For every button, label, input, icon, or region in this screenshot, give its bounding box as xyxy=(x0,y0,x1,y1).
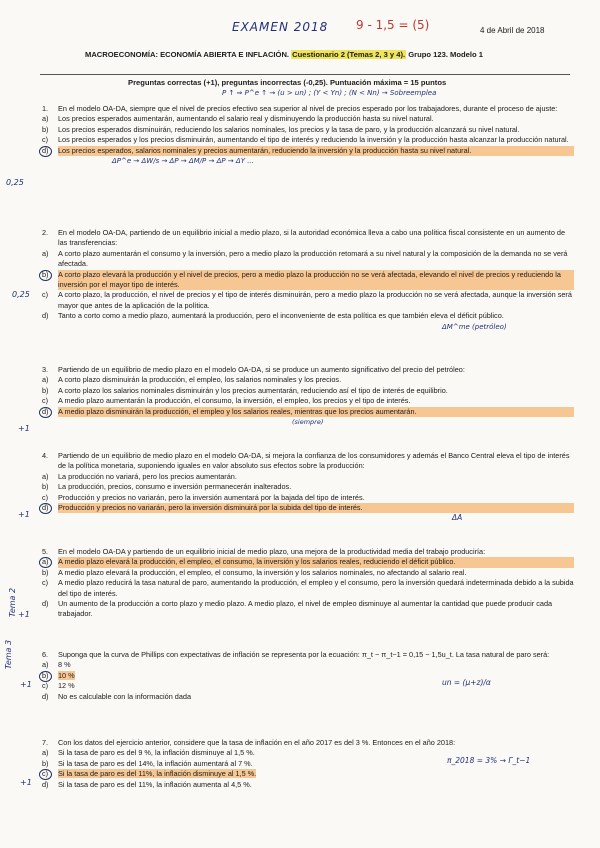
margin-mark-q1: 0,25 xyxy=(6,178,24,187)
question-text: Partiendo de un equilibrio de medio plazo en el modelo OA-DA, si se produce un aumento significativo del precio del petróleo: xyxy=(58,365,465,374)
question-7 xyxy=(42,738,574,790)
question-7-note: π_2018 = 3% → Γ_t−1 xyxy=(447,756,531,765)
option-5b[interactable]: b) A medio plazo elevará la producción, el empleo, el consumo, la inversión y los salarios nominales, no afectando al salario real. xyxy=(42,567,467,577)
question-number: 1. xyxy=(42,104,49,113)
question-6 xyxy=(42,650,574,702)
question-3-note: (siempre) xyxy=(292,418,324,427)
option-7a[interactable]: a) Si la tasa de paro es del 9 %, la inflación disminuye al 1,5 %. xyxy=(42,748,255,758)
question-4-note: ΔA xyxy=(452,513,463,523)
question-text: Partiendo de un equilibrio de medio plazo en el modelo OA-DA, si mejora la confianza de los consumidores y además el Banco Central eleva el tipo de interés de la política monetaria, suponiendo iguales en valor absoluto sus efectos sobre la producción: xyxy=(58,451,570,471)
margin-mark-q4: +1 xyxy=(18,510,30,519)
question-text: Suponga que la curva de Phillips con expectativas de inflación se representa por la ecuación: π_t − π_t−1 = 0,15 − 1,5u_t. La tasa natural de paro será: xyxy=(58,650,550,659)
option-4d[interactable]: d) Producción y precios no variarán, pero la inversión disminuirá por la subida del tipo de interés. xyxy=(42,503,574,513)
option-3a[interactable]: a) A corto plazo disminuirán la producción, el empleo, los salarios nominales y los precios. xyxy=(42,375,342,385)
answer-circle xyxy=(39,671,52,682)
question-4 xyxy=(42,451,574,524)
question-2-note: ΔM^me (petróleo) xyxy=(442,322,507,331)
option-1a[interactable]: a) Los precios esperados aumentarán, aumentando el salario real y disminuyendo la producción hasta su nivel natural. xyxy=(42,114,434,124)
course-title: MACROECONOMÍA: ECONOMÍA ABIERTA E INFLACIÓN. xyxy=(85,50,290,59)
question-number: 2. xyxy=(42,228,49,237)
top-handwritten-note: P ↑ ⇒ P^e ↑ → (u > un) ; (Y < Yn) ; (N < Nn) → Sobreemplea xyxy=(222,89,437,97)
option-2c[interactable]: c) A corto plazo, la producción, el nivel de precios y el tipo de interés disminuirán, pero a medio plazo la producción no se verá afectada, aunque la inversión será mayor que antes de la aplicación de la política. xyxy=(42,290,572,310)
header-divider xyxy=(40,74,570,75)
option-4c[interactable]: c) Producción y precios no variarán, pero la inversión aumentará por la bajada del tipo de interés. xyxy=(42,492,365,502)
question-number: 6. xyxy=(42,650,49,659)
answer-circle xyxy=(39,146,52,157)
option-6b[interactable]: b) 10 % xyxy=(42,671,574,681)
score-mark: 9 - 1,5 = (5) xyxy=(356,18,430,32)
question-number: 5. xyxy=(42,547,49,556)
group-label: Grupo 123. Modelo 1 xyxy=(408,50,483,59)
option-4a[interactable]: a) La producción no variará, pero los precios aumentarán. xyxy=(42,471,237,481)
option-4b[interactable]: b) La producción, precios, consumo e inversión permanecerán inalterados. xyxy=(42,482,292,492)
option-6d[interactable]: d) No es calculable con la información dada xyxy=(42,691,192,701)
option-2b[interactable]: b) A corto plazo elevará la producción y el nivel de precios, pero a medio plazo la producción no se verá afectada, elevando el nivel de precios y reduciendo la inversión por el mayor tipo de interés. xyxy=(42,270,574,291)
question-text: En el modelo OA-DA, siempre que el nivel de precios efectivo sea superior al nivel de precios esperado por los trabajadores, durante el proceso de ajuste: xyxy=(58,104,558,113)
margin-mark-q6: +1 xyxy=(20,680,32,689)
margin-mark-q2: 0,25 xyxy=(12,290,30,299)
option-7c[interactable]: c) Si la tasa de paro es del 11%, la inflación disminuye al 1,5 %. xyxy=(42,769,574,779)
option-2d[interactable]: d) Tanto a corto como a medio plazo, aumentará la producción, pero el inconveniente de esta política es que también eleva el déficit público. xyxy=(42,311,504,321)
scoring-rules: Preguntas correctas (+1), preguntas incorrectas (-0,25). Puntuación máxima = 15 puntos xyxy=(128,78,447,87)
question-text: Con los datos del ejercicio anterior, considere que la tasa de inflación en el año 2017 es del 3 %. Entonces en el año 2018: xyxy=(58,738,456,747)
option-5a[interactable]: a) A medio plazo elevará la producción, el empleo, el consumo, la inversión y los salarios reales, reduciendo el déficit público. xyxy=(42,557,574,567)
answer-circle xyxy=(39,503,52,514)
margin-tema-label: Tema 2 xyxy=(8,587,18,618)
option-3b[interactable]: b) A corto plazo los salarios nominales disminuirán y los precios aumentarán, reduciendo así el tipo de interés de equilibrio. xyxy=(42,385,448,395)
margin-mark-q7: +1 xyxy=(20,778,32,787)
exam-header xyxy=(85,50,555,59)
question-number: 7. xyxy=(42,738,49,747)
margin-mark-q3: +1 xyxy=(18,424,30,433)
question-6-note: un = (μ+z)/α xyxy=(442,678,491,687)
option-3d[interactable]: d) A medio plazo disminuirán la producción, el empleo y los salarios reales, mientras que los precios aumentarán. xyxy=(42,407,574,417)
option-5d[interactable]: d) Un aumento de la producción a corto plazo y medio plazo. A medio plazo, el nivel de empleo disminuye al aumentar la cantidad que puede producir cada trabajador. xyxy=(42,599,553,619)
answer-circle xyxy=(39,407,52,418)
question-text: En el modelo OA-DA y partiendo de un equilibrio inicial de medio plazo, una mejora de la productividad media del trabajo produciría: xyxy=(58,547,486,556)
question-text: En el modelo OA-DA, partiendo de un equilibrio inicial a medio plazo, si la autoridad económica lleva a cabo una política fiscal consistente en un aumento de las transferencias: xyxy=(58,228,566,248)
option-2a[interactable]: a) A corto plazo aumentarán el consumo y la inversión, pero a medio plazo la producción retomará a su nivel natural y la composición de la demanda no se verá afectada. xyxy=(42,248,568,269)
margin-tema3-label: Tema 3 xyxy=(4,639,14,670)
question-2 xyxy=(42,228,574,332)
option-1c[interactable]: c) Los precios esperados y los precios disminuirán, aumentando el tipo de interés y reduciendo la inversión y la producción hasta alcanzar la producción natural. xyxy=(42,135,569,145)
question-5 xyxy=(42,547,574,620)
option-5c[interactable]: c) A medio plazo reducirá la tasa natural de paro, aumentando la producción, el empleo y el consumo, pero la inversión quedará indeterminada debido a la subida del tipo de interés. xyxy=(42,578,574,598)
question-1-note: ΔP^e → ΔW/s → ΔP → ΔM/P → ΔP → ΔY ... xyxy=(112,157,254,166)
question-number: 3. xyxy=(42,365,49,374)
question-number: 4. xyxy=(42,451,49,460)
option-1b[interactable]: b) Los precios esperados disminuirán, reduciendo los salarios nominales, los precios y la tasa de paro, y la producción alcanzará su nivel natural. xyxy=(42,124,520,134)
option-6c[interactable]: c) 12 % xyxy=(42,681,75,691)
option-7b[interactable]: b) Si la tasa de paro es del 14%, la inflación aumentará al 7 %. xyxy=(42,758,253,768)
exam-title: EXAMEN 2018 xyxy=(232,20,329,34)
question-1 xyxy=(42,104,574,166)
option-3c[interactable]: c) A medio plazo aumentarán la producción, el consumo, la inversión, el empleo, los precios y el tipo de interés. xyxy=(42,396,411,406)
question-3 xyxy=(42,365,574,427)
margin-mark-q5: +1 xyxy=(18,610,30,619)
option-6a[interactable]: a) 8 % xyxy=(42,660,71,670)
cuestionario-label: Cuestionario 2 (Temas 2, 3 y 4). xyxy=(292,50,406,59)
option-1d[interactable]: d) Los precios esperados, salarios nominales y precios aumentarán, reduciendo la inversión y la producción hasta su nivel natural. xyxy=(42,146,574,156)
option-7d[interactable]: d) Si la tasa de paro es del 11%, la inflación aumenta al 4,5 %. xyxy=(42,779,252,789)
answer-circle xyxy=(39,270,52,281)
exam-date: 4 de Abril de 2018 xyxy=(480,26,545,35)
